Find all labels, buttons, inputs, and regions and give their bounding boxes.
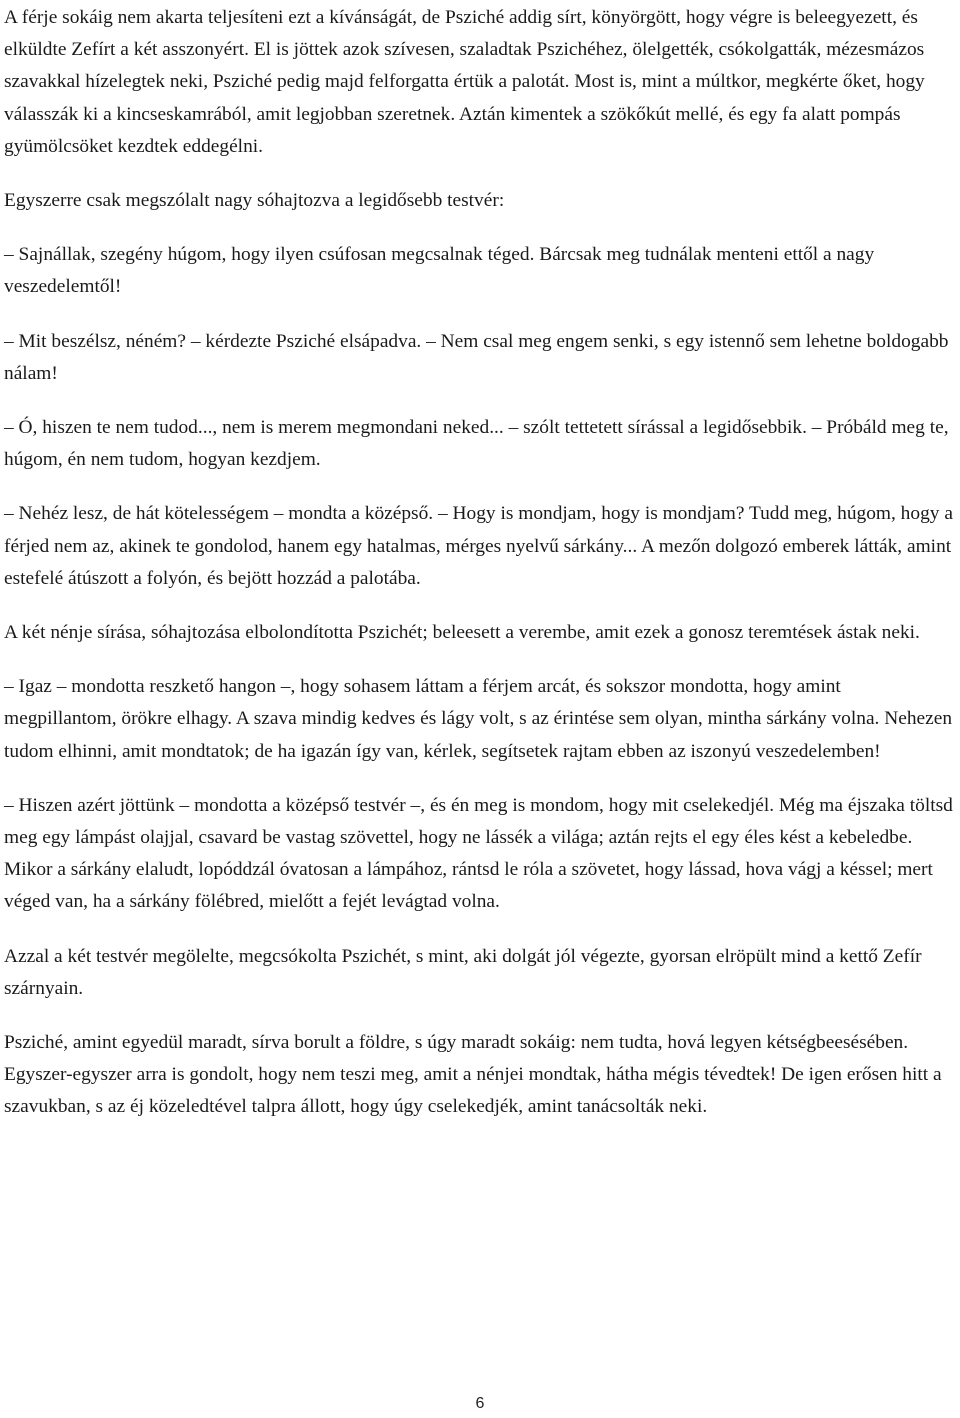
paragraph-7: A két nénje sírása, sóhajtozása elbolondította Pszichét; beleesett a verembe, amit ezek a gonosz teremtések ástak neki.	[4, 622, 920, 644]
paragraph-8: – Igaz – mondotta reszkető hangon –, hogy sohasem láttam a férjem arcát, és sokszor mondotta, hogy amint megpillantom, örökre elhagy. A szava mindig kedves és lágy volt, s az érintése sem olyan, mintha sárkány volna. Nehezen tudom elhinni, amit mondtatok; de ha igazán így van, kérlek, segítsetek rajtam ebben az iszonyú veszedelemben!	[4, 676, 953, 762]
paragraph-10: Azzal a két testvér megölelte, megcsókolta Pszichét, s mint, aki dolgát jól végezte, gyorsan elröpült mind a kettő Zefír szárnyain.	[4, 945, 922, 999]
paragraph-11: Psziché, amint egyedül maradt, sírva borult a földre, s úgy maradt sokáig: nem tudta, hová legyen kétségbeesésében. Egyszer-egyszer arra is gondolt, hogy nem teszi meg, amit a nénjei mondtak, hátha mégis tévedtek! De igen erősen hitt a szavukban, s az éj közeledtével talpra állott, hogy úgy cselekedjék, amint tanácsolták neki.	[4, 1032, 942, 1118]
document-page	[4, 2, 954, 1146]
paragraph-9: – Hiszen azért jöttünk – mondotta a középső testvér –, és én meg is mondom, hogy mit cselekedjél. Még ma éjszaka töltsd meg egy lámpást olajjal, csavard be vastag szövettel, hogy ne lássék a világa; aztán rejts el egy éles kést a kebeledbe. Mikor a sárkány elaludt, lopóddzál óvatosan a lámpához, rántsd le róla a szövetet, hogy lássad, hova vágj a késsel; mert véged van, ha a sárkány fölébred, mielőtt a fejét levágtad volna.	[4, 794, 953, 913]
paragraph-1: A férje sokáig nem akarta teljesíteni ezt a kívánságát, de Psziché addig sírt, könyörgött, hogy végre is beleegyezett, és elküldte Zefírt a két asszonyért. El is jöttek azok szívesen, szaladtak Pszichéhez, ölelgették, csókolgatták, mézesmázos szavakkal hízelegtek neki, Psziché pedig majd felforgatta értük a palotát. Most is, mint a múltkor, megkérte őket, hogy válasszák ki a kincseskamrából, amit legjobban szeretnek. Aztán kimentek a szökőkút mellé, és egy fa alatt pompás gyümölcsöket kezdtek eddegélni.	[4, 7, 925, 157]
page-number: 6	[475, 1395, 485, 1412]
paragraph-4: – Mit beszélsz, néném? – kérdezte Psziché elsápadva. – Nem csal meg engem senki, s egy istennő sem lehetne boldogabb nálam!	[4, 330, 949, 384]
paragraph-5: – Ó, hiszen te nem tudod..., nem is merem megmondani neked... – szólt tettetett sírással a legidősebbik. – Próbáld meg te, húgom, én nem tudom, hogyan kezdjem.	[4, 417, 949, 471]
paragraph-3: – Sajnállak, szegény húgom, hogy ilyen csúfosan megcsalnak téged. Bárcsak meg tudnálak menteni ettől a nagy veszedelemtől!	[4, 244, 875, 298]
paragraph-2: Egyszerre csak megszólalt nagy sóhajtozva a legidősebb testvér:	[4, 190, 505, 212]
paragraph-6: – Nehéz lesz, de hát kötelességem – mondta a középső. – Hogy is mondjam, hogy is mondjam? Tudd meg, húgom, hogy a férjed nem az, akinek te gondolod, hanem egy hatalmas, mérges nyelvű sárkány... A mezőn dolgozó emberek látták, amint estefelé átúszott a folyón, és bejött hozzád a palotába.	[4, 503, 953, 589]
